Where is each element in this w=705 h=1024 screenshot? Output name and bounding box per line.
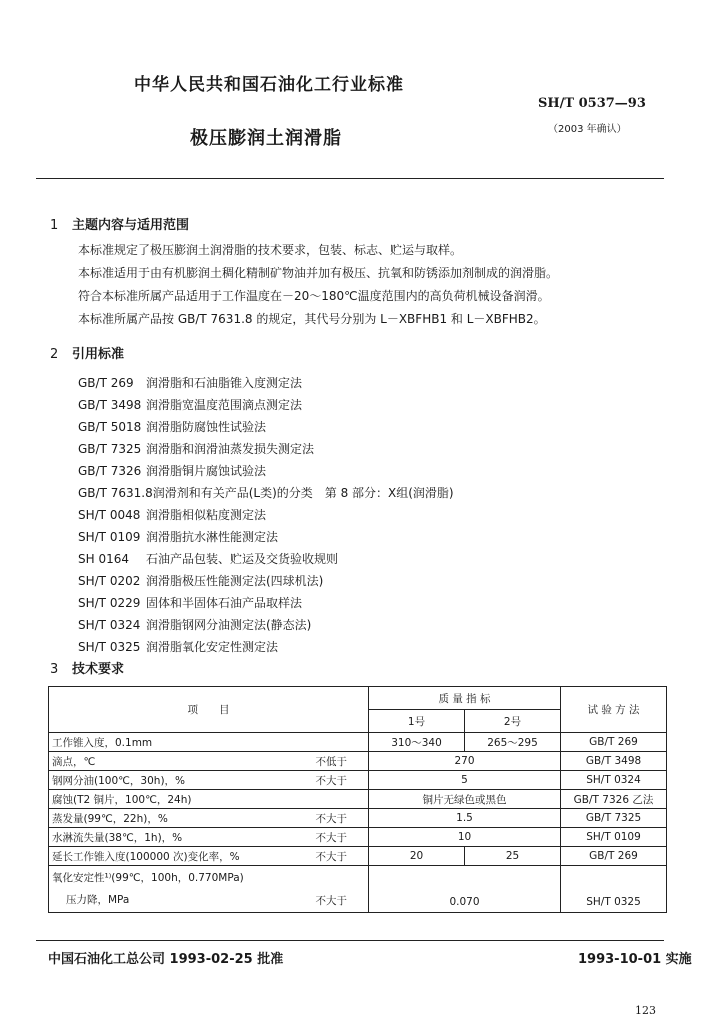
row-method: GB/T 7325 <box>561 809 667 828</box>
reference-title: 润滑脂铜片腐蚀试验法 <box>146 464 267 478</box>
row-value: 270 <box>369 752 561 771</box>
section-2-heading <box>50 343 124 362</box>
row-method: GB/T 269 <box>561 847 667 866</box>
section-1-paragraph: 本标准适用于由有机膨润土稠化精制矿物油并加有极压、抗氧和防锈添加剂制成的润滑脂。 <box>78 266 559 280</box>
row-item <box>49 866 295 913</box>
reference-code: GB/T 7326 <box>78 464 142 478</box>
row-item: 水淋流失量(38℃，1h)，% <box>49 828 295 847</box>
table-row <box>49 809 667 828</box>
row-value: 5 <box>369 771 561 790</box>
row-limit: 不大于 <box>295 866 369 913</box>
row-item: 蒸发量(99℃，22h)，% <box>49 809 295 828</box>
reference-code: SH/T 0048 <box>78 508 141 522</box>
confirmation-note: （2003 年确认） <box>548 124 627 135</box>
reference-title: 润滑脂宽温度范围滴点测定法 <box>146 398 303 412</box>
row-item: 延长工作锥入度(100000 次)变化率，% <box>49 847 295 866</box>
reference-item <box>78 440 314 457</box>
reference-code: SH/T 0325 <box>78 640 141 654</box>
header-method: 试 验 方 法 <box>561 687 667 733</box>
reference-item <box>78 374 302 391</box>
table-row <box>49 866 667 913</box>
reference-title: 润滑脂氧化安定性测定法 <box>146 640 279 654</box>
section-title: 技术要求 <box>72 662 125 677</box>
footer-divider <box>36 940 664 941</box>
row-limit: 不大于 <box>295 847 369 866</box>
reference-code: GB/T 5018 <box>78 420 142 434</box>
reference-item <box>78 462 266 479</box>
table-row <box>49 847 667 866</box>
reference-item <box>78 572 323 589</box>
implementation-date: 1993-10-01 实施 <box>578 952 692 967</box>
reference-title: 润滑脂相似粘度测定法 <box>146 508 267 522</box>
standard-code: SH/T 0537—93 <box>538 96 646 111</box>
reference-code: GB/T 3498 <box>78 398 142 412</box>
page-number: 123 <box>635 1004 656 1017</box>
section-1-heading <box>50 214 189 233</box>
row-item: 工作锥入度，0.1mm <box>49 733 369 752</box>
row-value: 铜片无绿色或黑色 <box>369 790 561 809</box>
row-grade-1: 20 <box>369 847 465 866</box>
reference-code: SH/T 0109 <box>78 530 141 544</box>
row-limit: 不大于 <box>295 828 369 847</box>
issuing-organization: 中华人民共和国石油化工行业标准 <box>134 75 404 95</box>
reference-title: 润滑脂抗水淋性能测定法 <box>146 530 279 544</box>
section-title: 主题内容与适用范围 <box>72 218 190 233</box>
row-limit: 不低于 <box>295 752 369 771</box>
row-limit: 不大于 <box>295 809 369 828</box>
reference-title: 润滑剂和有关产品(L类)的分类 第 8 部分：X组(润滑脂) <box>152 486 454 500</box>
table-row <box>49 733 667 752</box>
reference-code: GB/T 7325 <box>78 442 142 456</box>
header-quality: 质 量 指 标 <box>369 687 561 710</box>
row-method: SH/T 0325 <box>561 866 667 913</box>
reference-title: 润滑脂和润滑油蒸发损失测定法 <box>146 442 315 456</box>
row-grade-2: 25 <box>465 847 561 866</box>
row-item: 滴点，℃ <box>49 752 295 771</box>
header-grade-2: 2号 <box>465 710 561 733</box>
reference-code: SH/T 0229 <box>78 596 141 610</box>
reference-title: 润滑脂防腐蚀性试验法 <box>146 420 267 434</box>
row-grade-1: 310～340 <box>369 733 465 752</box>
row-item-main: 氧化安定性¹⁾(99℃，100h，0.770MPa) <box>52 872 244 884</box>
technical-requirements-table <box>48 686 667 913</box>
row-item-sub: 压力降，MPa <box>66 894 130 906</box>
header-divider <box>36 178 664 179</box>
section-number: 1 <box>50 218 59 233</box>
table-row <box>49 790 667 809</box>
row-method: GB/T 3498 <box>561 752 667 771</box>
row-method: GB/T 7326 乙法 <box>561 790 667 809</box>
reference-item <box>78 528 278 545</box>
reference-item <box>78 506 266 523</box>
reference-item <box>78 616 311 633</box>
section-number: 3 <box>50 662 59 677</box>
section-3-heading <box>50 658 124 677</box>
row-item: 钢网分油(100℃，30h)，% <box>49 771 295 790</box>
reference-item <box>78 550 338 567</box>
reference-title: 润滑脂和石油脂锥入度测定法 <box>146 376 303 390</box>
approval-line: 中国石油化工总公司 1993-02-25 批准 <box>48 952 284 967</box>
section-1-paragraph: 本标准规定了极压膨润土润滑脂的技术要求，包装、标志、贮运与取样。 <box>78 243 463 257</box>
document-title: 极压膨润土润滑脂 <box>190 128 342 149</box>
header-grade-1: 1号 <box>369 710 465 733</box>
row-method: SH/T 0324 <box>561 771 667 790</box>
reference-title: 润滑脂极压性能测定法(四球机法) <box>146 574 324 588</box>
section-number: 2 <box>50 347 59 362</box>
section-1-paragraph: 符合本标准所属产品适用于工作温度在－20～180℃温度范围内的高负荷机械设备润滑。 <box>78 289 550 303</box>
row-method: SH/T 0109 <box>561 828 667 847</box>
table-row <box>49 828 667 847</box>
reference-code: GB/T 269 <box>78 376 134 390</box>
reference-code: SH/T 0202 <box>78 574 141 588</box>
header-item: 项 目 <box>49 687 369 733</box>
table-row <box>49 752 667 771</box>
row-value: 0.070 <box>369 866 561 913</box>
reference-title: 润滑脂钢网分油测定法(静态法) <box>146 618 312 632</box>
row-limit: 不大于 <box>295 771 369 790</box>
row-value: 1.5 <box>369 809 561 828</box>
section-1-paragraph: 本标准所属产品按 GB/T 7631.8 的规定，其代号分别为 L－XBFHB1 和 L－XBFHB2。 <box>78 312 546 326</box>
row-item: 腐蚀(T2 铜片，100℃，24h) <box>49 790 369 809</box>
section-title: 引用标准 <box>72 347 125 362</box>
reference-item <box>78 638 278 655</box>
reference-code: SH 0164 <box>78 552 129 566</box>
reference-code: SH/T 0324 <box>78 618 141 632</box>
reference-item <box>78 484 454 501</box>
table-row <box>49 771 667 790</box>
reference-item <box>78 594 302 611</box>
row-value: 10 <box>369 828 561 847</box>
table-header-row <box>49 687 667 710</box>
reference-code: GB/T 7631.8 <box>78 486 153 500</box>
reference-title: 石油产品包装、贮运及交货验收规则 <box>146 552 339 566</box>
row-grade-2: 265～295 <box>465 733 561 752</box>
row-method: GB/T 269 <box>561 733 667 752</box>
reference-item <box>78 418 266 435</box>
reference-item <box>78 396 302 413</box>
reference-title: 固体和半固体石油产品取样法 <box>146 596 303 610</box>
